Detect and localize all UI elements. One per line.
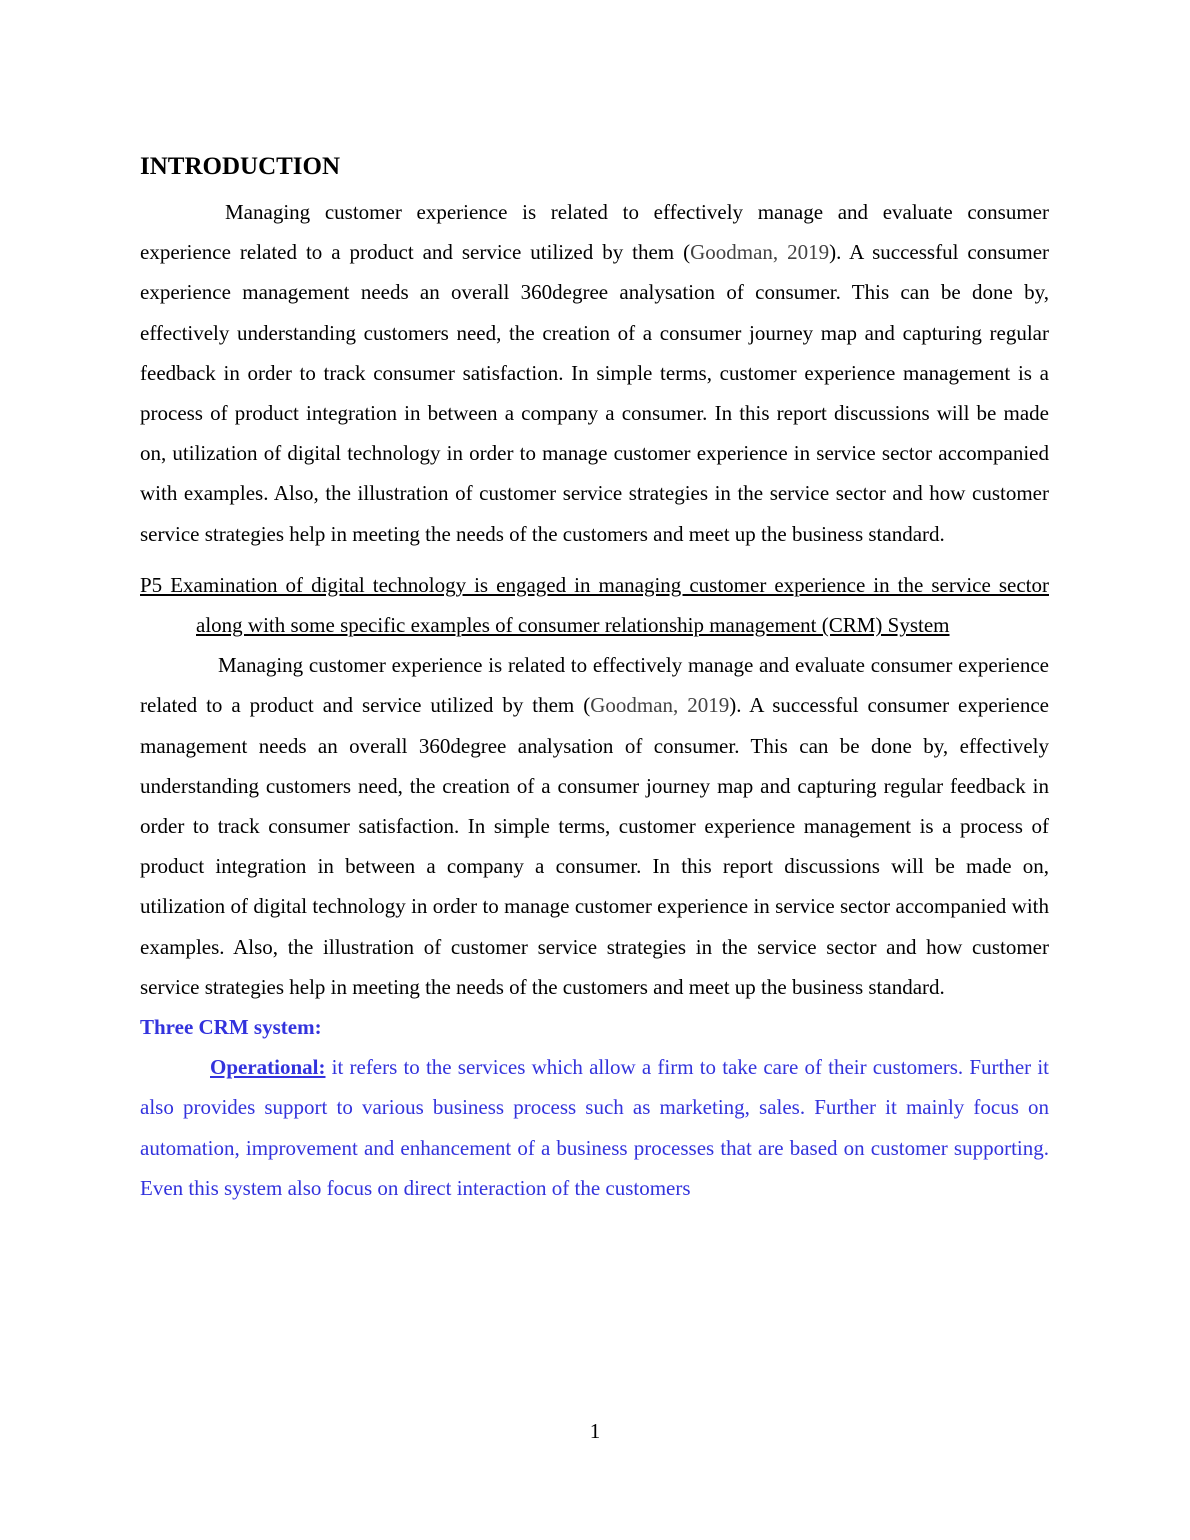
p5-text-start: Managing customer experience is related to effectively manage and evaluate consumer experience related to a product and service utilized by them (	[140, 653, 1049, 718]
document-page	[140, 148, 1049, 1208]
introduction-heading: INTRODUCTION	[140, 153, 341, 180]
section-p5-heading: P5 Examination of digital technology is engaged in managing customer experience in the service sector along with some specific examples of consumer relationship management (CRM) System	[140, 572, 1049, 638]
introduction-paragraph	[140, 192, 1049, 554]
crm-systems-heading: Three CRM system:	[140, 1015, 322, 1040]
crm-operational-paragraph	[140, 1047, 1049, 1208]
intro-text-start: Managing customer experience is related to effectively manage and evaluate consumer experience related to a product and service utilized by them (	[140, 200, 1049, 265]
intro-text-end: ). A successful consumer experience management needs an overall 360degree analysation of consumer. This can be done by, effectively understanding customers need, the creation of a consumer journey map and capturing regular feedback in order to track consumer satisfaction. In simple terms, customer experience management is a process of product integration in between a company a consumer. In this report discussions will be made on, utilization of digital technology in order to manage customer experience in service sector accompanied with examples. Also, the illustration of customer service strategies in the service sector and how customer service strategies help in meeting the needs of the customers and meet up the business standard.	[140, 240, 1050, 546]
p5-citation: Goodman, 2019	[590, 693, 730, 718]
p5-text-end: ). A successful consumer experience management needs an overall 360degree analysation of consumer. This can be done by, effectively understanding customers need, the creation of a consumer journey map and capturing regular feedback in order to track consumer satisfaction. In simple terms, customer experience management is a process of product integration in between a company a consumer. In this report discussions will be made on, utilization of digital technology in order to manage customer experience in service sector accompanied with examples. Also, the illustration of customer service strategies in the service sector and how customer service strategies help in meeting the needs of the customers and meet up the business standard.	[140, 693, 1049, 999]
page-number: 1	[589, 1419, 601, 1443]
operational-description: it refers to the services which allow a firm to take care of their customers. Further it also provides support to various business process such as marketing, sales. Further it mainly focus on automation, improvement and enhancement of a business processes that are based on customer supporting. Even this system also focus on direct interaction of the customers	[140, 1055, 1049, 1200]
intro-citation: Goodman, 2019	[690, 240, 830, 265]
operational-term: Operational:	[210, 1055, 326, 1080]
section-p5-paragraph	[140, 645, 1049, 1007]
